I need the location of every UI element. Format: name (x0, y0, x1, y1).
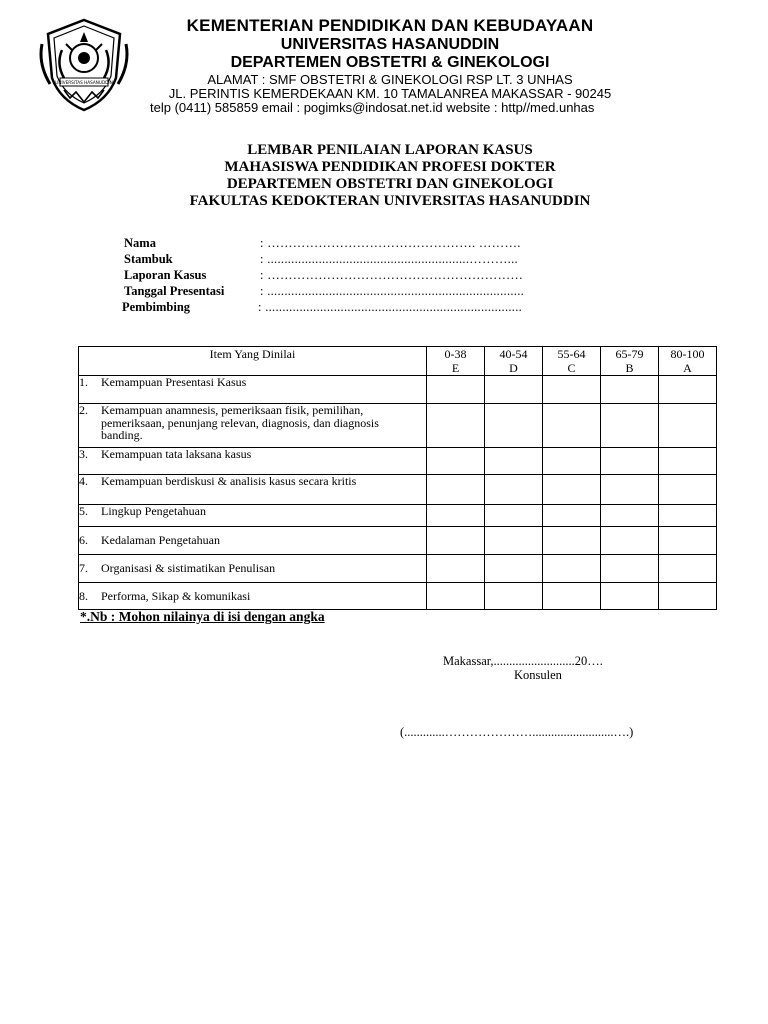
item-number: 1. (79, 375, 88, 389)
score-cell[interactable] (543, 527, 601, 555)
score-cell[interactable] (427, 505, 485, 527)
score-cell[interactable] (485, 555, 543, 583)
score-grade: E (451, 361, 460, 375)
score-cell[interactable] (601, 404, 659, 448)
item-text: Lingkup Pengetahuan (101, 504, 206, 518)
field-label: Pembimbing (122, 300, 191, 314)
item-number: 6. (79, 533, 88, 548)
score-cell[interactable] (543, 448, 601, 475)
item-text: Performa, Sikap & komunikasi (101, 588, 251, 603)
table-row (79, 505, 717, 527)
field-label: Stambuk (124, 252, 173, 266)
score-column-header (543, 347, 601, 376)
title-line-1: LEMBAR PENILAIAN LAPORAN KASUS (247, 142, 533, 158)
item-text: Kemampuan anamnesis, pemeriksaan fisik, pemilihan, pemeriksaan, penunjang relevan, diagnosis, dan diagnosis banding. (101, 403, 379, 442)
table-header-row (79, 347, 717, 376)
score-cell[interactable] (543, 505, 601, 527)
assessment-table (78, 346, 717, 610)
score-range: 65-79 (615, 347, 644, 361)
address-line-2: JL. PERINTIS KEMERDEKAAN KM. 10 TAMALANREA MAKASSAR - 90245 (168, 86, 612, 101)
item-number: 2. (79, 403, 88, 417)
item-text: Kemampuan tata laksana kasus (101, 447, 252, 461)
score-range: 40-54 (499, 347, 528, 361)
score-cell[interactable] (485, 505, 543, 527)
score-grade: C (567, 361, 576, 375)
score-grade: D (509, 361, 518, 375)
item-cell (79, 475, 427, 505)
score-column-header (601, 347, 659, 376)
score-cell[interactable] (485, 475, 543, 505)
item-cell (79, 505, 427, 527)
signer-role: Konsulen (514, 668, 562, 682)
score-cell[interactable] (659, 583, 717, 610)
score-cell[interactable] (427, 448, 485, 475)
score-cell[interactable] (659, 505, 717, 527)
score-cell[interactable] (427, 583, 485, 610)
ministry-name: KEMENTERIAN PENDIDIKAN DAN KEBUDAYAAN (186, 16, 594, 35)
contact-line: telp (0411) 585859 email : pogimks@indosat.net.id website : http//med.unhas (150, 100, 595, 115)
item-text: Kemampuan berdiskusi & analisis kasus secara kritis (101, 474, 357, 488)
score-cell[interactable] (601, 448, 659, 475)
item-number: 3. (79, 447, 88, 461)
score-cell[interactable] (659, 404, 717, 448)
field-blank[interactable]: : …………………………………………………… (260, 268, 524, 282)
score-cell[interactable] (659, 555, 717, 583)
score-cell[interactable] (485, 527, 543, 555)
score-cell[interactable] (601, 505, 659, 527)
score-cell[interactable] (427, 527, 485, 555)
table-row (79, 376, 717, 404)
field-blank[interactable]: : ........................................................................... (260, 284, 525, 298)
logo-text: UNIVERSITAS HASANUDDIN (55, 80, 113, 85)
item-column-header: Item Yang Dinilai (79, 347, 427, 376)
item-number: 8. (79, 588, 88, 603)
item-number: 4. (79, 474, 88, 488)
field-blank[interactable]: : ...........................................................………... (260, 252, 518, 266)
field-label: Laporan Kasus (124, 268, 207, 282)
score-cell[interactable] (485, 404, 543, 448)
score-cell[interactable] (659, 376, 717, 404)
title-line-3: DEPARTEMEN OBSTETRI DAN GINEKOLOGI (226, 176, 554, 192)
score-cell[interactable] (543, 475, 601, 505)
note-text: *.Nb : Mohon nilainya di isi dengan angka (80, 609, 325, 624)
table-row (79, 404, 717, 448)
table-row (79, 448, 717, 475)
score-grade: B (625, 361, 634, 375)
item-number: 5. (79, 504, 88, 518)
department-name: DEPARTEMEN OBSTETRI & GINEKOLOGI (230, 54, 550, 71)
field-blank[interactable]: : ........................................................................... (258, 300, 523, 314)
form-title (80, 142, 700, 210)
item-number: 7. (79, 561, 88, 576)
university-seal-icon (36, 14, 132, 114)
item-cell (79, 583, 427, 610)
university-name: UNIVERSITAS HASANUDDIN (280, 36, 500, 53)
address-line-1: ALAMAT : SMF OBSTETRI & GINEKOLOGI RSP LT. 3 UNHAS (207, 72, 573, 87)
title-line-2: MAHASISWA PENDIDIKAN PROFESI DOKTER (224, 159, 556, 175)
score-cell[interactable] (601, 376, 659, 404)
table-row (79, 475, 717, 505)
score-cell[interactable] (659, 475, 717, 505)
score-column-header (659, 347, 717, 376)
score-cell[interactable] (427, 404, 485, 448)
title-line-4: FAKULTAS KEDOKTERAN UNIVERSITAS HASANUDDIN (189, 193, 591, 209)
score-cell[interactable] (543, 376, 601, 404)
score-column-header (427, 347, 485, 376)
score-cell[interactable] (543, 555, 601, 583)
score-cell[interactable] (601, 527, 659, 555)
score-cell[interactable] (601, 475, 659, 505)
score-cell[interactable] (659, 448, 717, 475)
signature-name-field[interactable]: (.............…………………..........................….) (400, 725, 634, 739)
item-cell (79, 555, 427, 583)
score-cell[interactable] (601, 583, 659, 610)
score-cell[interactable] (427, 555, 485, 583)
score-cell[interactable] (543, 583, 601, 610)
field-blank[interactable]: : …………………………………………. ………. (260, 236, 521, 250)
item-text: Kedalaman Pengetahuan (101, 533, 220, 548)
score-range: 55-64 (557, 347, 586, 361)
field-label: Tanggal Presentasi (124, 284, 225, 298)
score-range: 0-38 (444, 347, 467, 361)
score-range: 80-100 (670, 347, 705, 361)
score-cell[interactable] (485, 376, 543, 404)
score-cell[interactable] (485, 448, 543, 475)
place-date-field[interactable]: Makassar,..........................20…. (443, 654, 603, 668)
score-grade: A (683, 361, 692, 375)
item-cell (79, 527, 427, 555)
score-cell[interactable] (543, 404, 601, 448)
item-cell (79, 404, 427, 448)
table-row (79, 583, 717, 610)
score-cell[interactable] (427, 475, 485, 505)
score-cell[interactable] (427, 376, 485, 404)
score-column-header (485, 347, 543, 376)
score-cell[interactable] (601, 555, 659, 583)
table-row (79, 555, 717, 583)
score-cell[interactable] (485, 583, 543, 610)
item-text: Kemampuan Presentasi Kasus (101, 375, 247, 389)
score-cell[interactable] (659, 527, 717, 555)
item-text: Organisasi & sistimatikan Penulisan (101, 561, 276, 576)
table-row (79, 527, 717, 555)
field-label: Nama (124, 236, 156, 250)
item-cell (79, 376, 427, 404)
item-cell (79, 448, 427, 475)
